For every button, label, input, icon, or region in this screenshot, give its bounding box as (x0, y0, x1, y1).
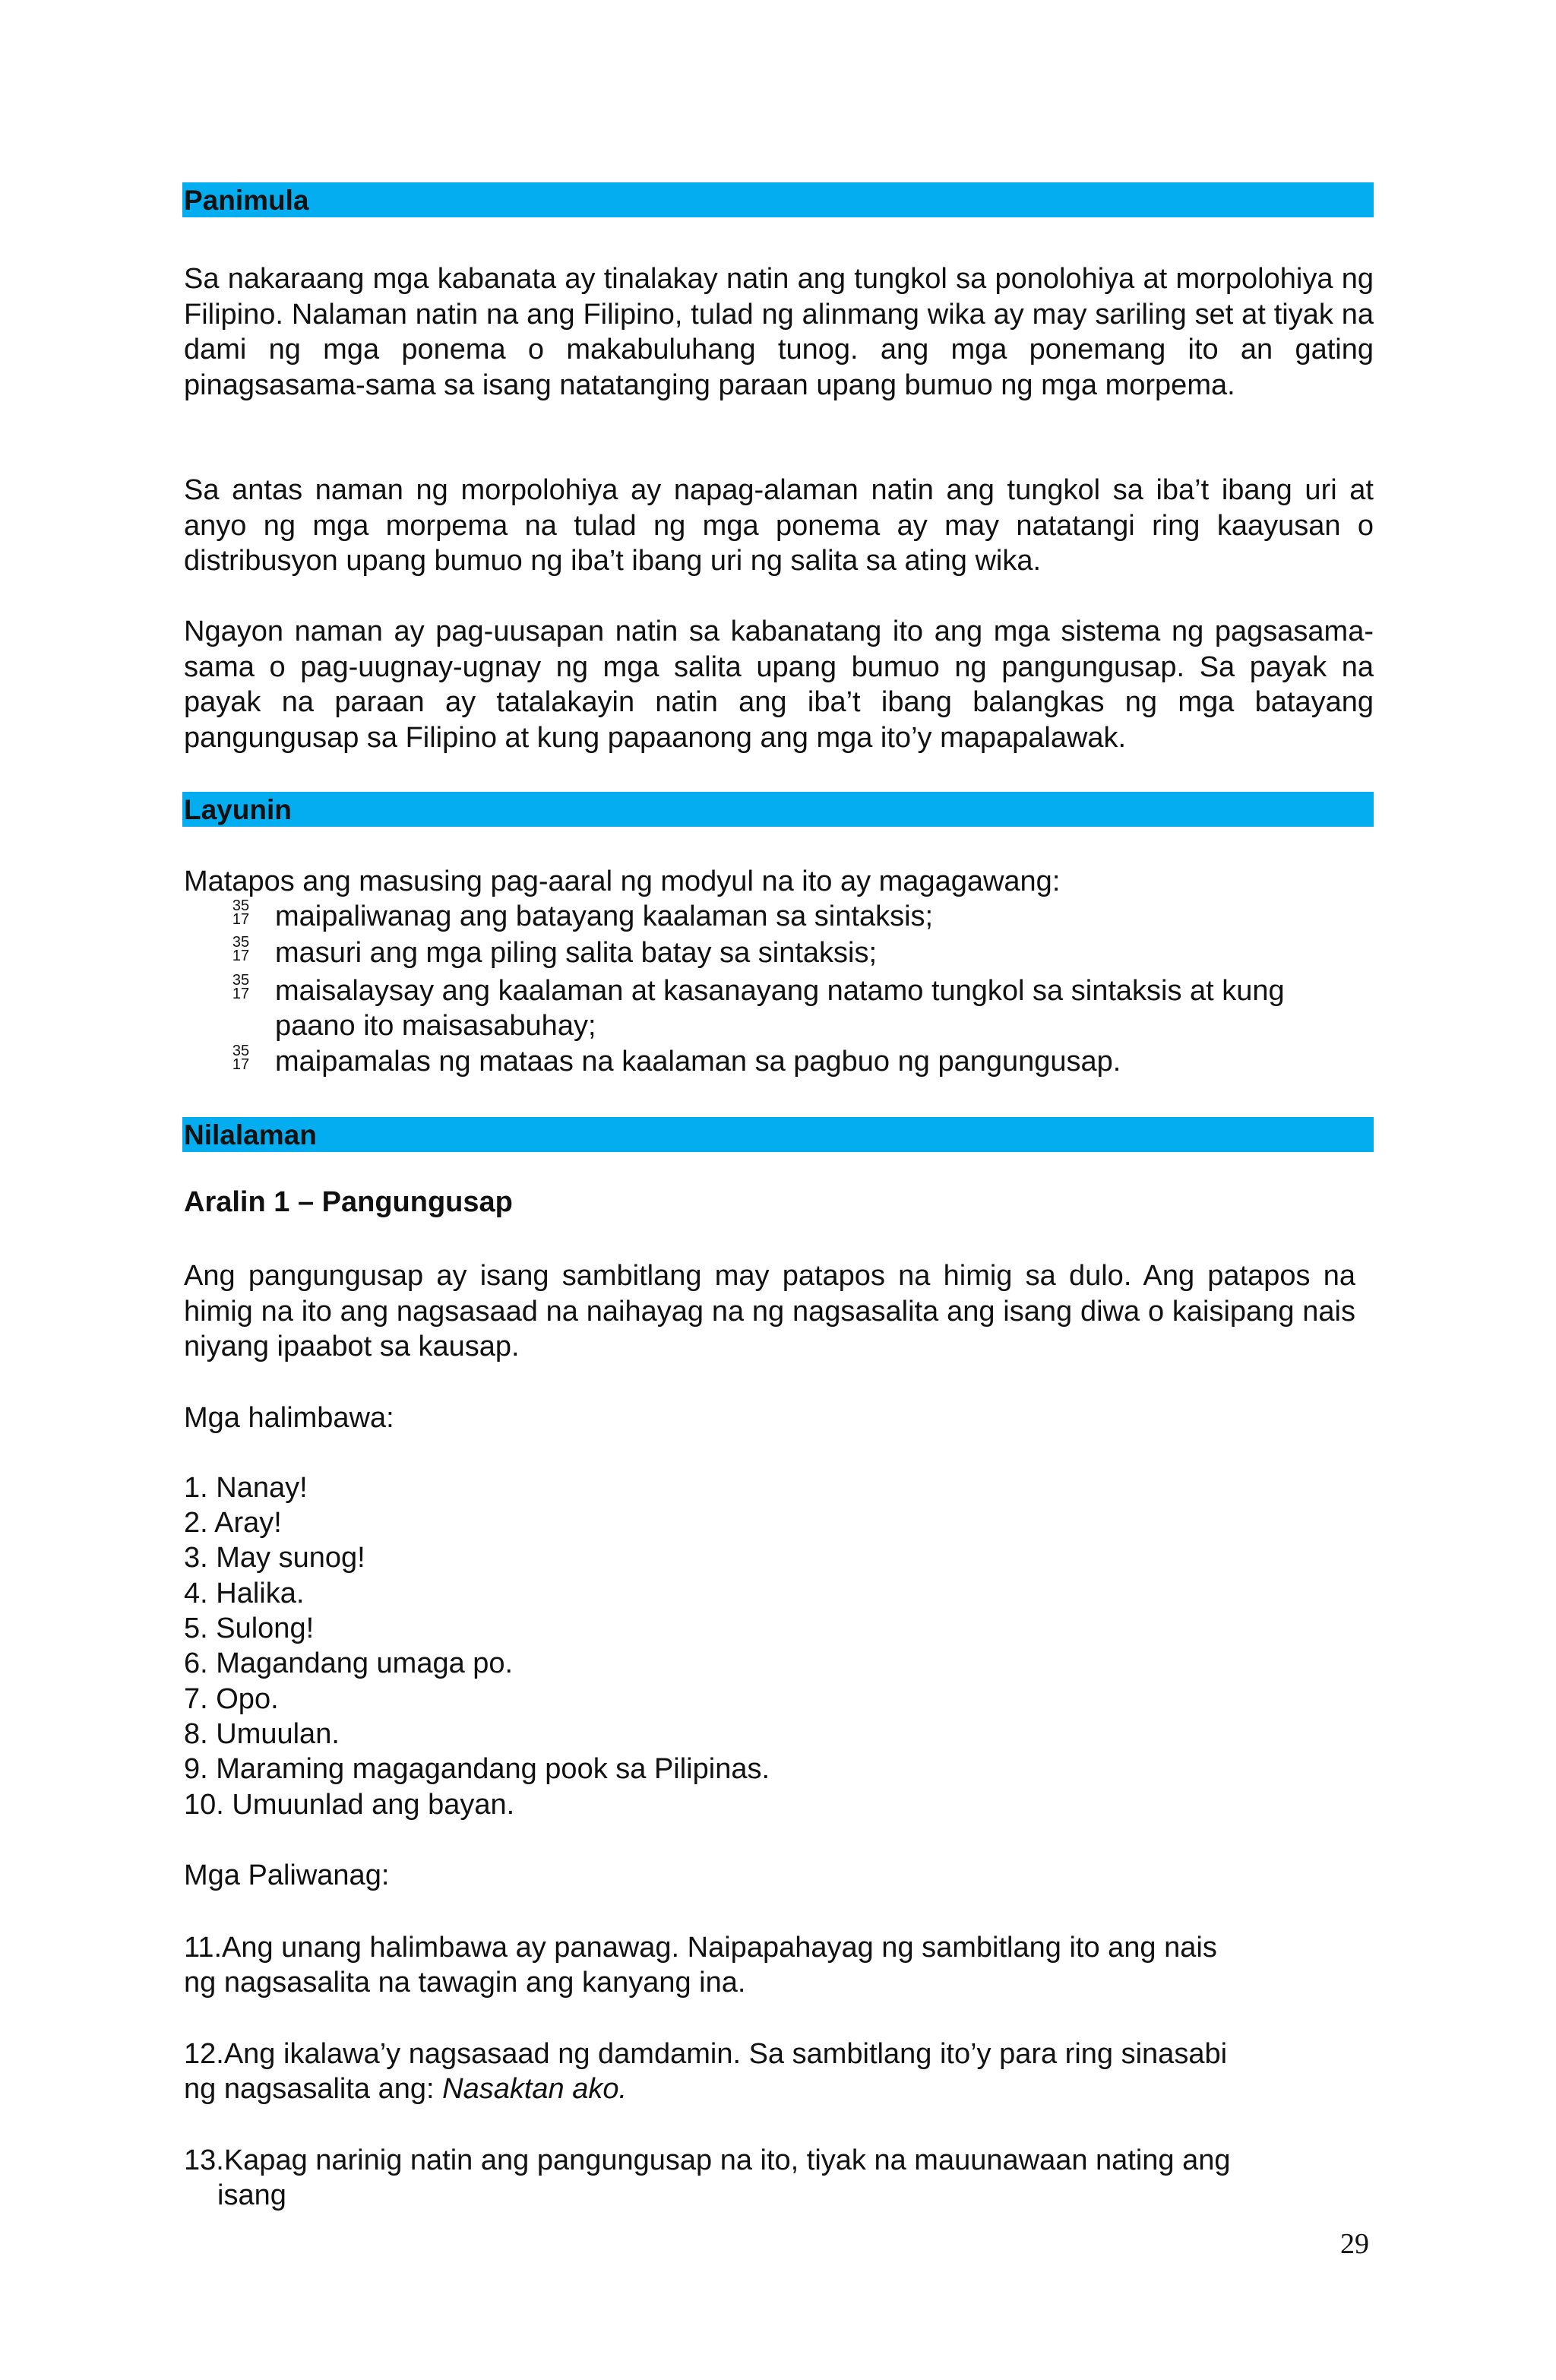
explanation-text: ng nagsasalita ang: (184, 2073, 443, 2105)
objectives-intro: Matapos ang masusing pag-aaral ng modyul na ito ay magagawang: (184, 866, 1061, 897)
lesson-title: Aralin 1 – Pangungusap (184, 1186, 513, 1218)
explanation-line: ng nagsasalita na tawagin ang kanyang ina. (184, 1967, 746, 1999)
example-item: 4. Halika. (184, 1578, 305, 1609)
section-title: Nilalaman (184, 1119, 317, 1150)
paragraph-intro-2: Sa antas naman ng morpolohiya ay napag-alaman natin ang tungkol sa iba’t ibang uri at anyo ng mga morpema na tulad ng mga ponema ay may natatangi ring kaayusan o distribusyon upang bumuo ng iba’t ibang uri ng salita sa ating wika. (184, 474, 1374, 577)
explanation-line (184, 2071, 627, 2106)
section-header-nilalaman (182, 1117, 1374, 1152)
section-header-layunin (182, 792, 1374, 827)
examples-label: Mga halimbawa: (184, 1402, 394, 1434)
definition-paragraph: Ang pangungusap ay isang sambitlang may patapos na himig sa dulo. Ang patapos na himig na ito ang nagsasaad na naihayag na ng nagsasalita ang isang diwa o kaisipang nais niyang ipaabot sa kausap. (184, 1260, 1355, 1362)
example-item: 1. Nanay! (184, 1472, 308, 1504)
explanation-line: 12.Ang ikalawa’y nagsasaad ng damdamin. Sa sambitlang ito’y para ring sinasabi (184, 2038, 1228, 2070)
explanation-italic-text: Nasaktan ako. (442, 2073, 628, 2105)
example-item: 7. Opo. (184, 1683, 279, 1715)
example-item: 10. Umuunlad ang bayan. (184, 1789, 515, 1821)
explanations-label: Mga Paliwanag: (184, 1859, 390, 1891)
page-number: 29 (1340, 2228, 1369, 2260)
explanation-line: 11.Ang unang halimbawa ay panawag. Naipapahayag ng sambitlang ito ang nais (184, 1932, 1217, 1964)
bullet-marker: 35 17 (232, 897, 250, 928)
objective-item: maipaliwanag ang batayang kaalaman sa sintaksis; (275, 900, 934, 932)
section-header-panimula (182, 182, 1374, 217)
example-item: 2. Aray! (184, 1507, 282, 1539)
explanation-line: 13.Kapag narinig natin ang pangungusap na ito, tiyak na mauunawaan nating ang (184, 2144, 1231, 2176)
example-item: 6. Magandang umaga po. (184, 1647, 514, 1679)
bullet-marker: 35 17 (232, 934, 250, 964)
section-title: Panimula (184, 185, 309, 216)
objective-item: masuri ang mga piling salita batay sa sintaksis; (275, 937, 878, 969)
bullet-marker: 35 17 (232, 972, 250, 1002)
explanation-line: isang (217, 2179, 286, 2211)
example-item: 9. Maraming magagandang pook sa Pilipinas. (184, 1753, 770, 1785)
example-item: 8. Umuulan. (184, 1718, 340, 1750)
objective-item: maisalaysay ang kaalaman at kasanayang natamo tungkol sa sintaksis at kung paano ito maisasabuhay; (275, 975, 1285, 1042)
example-item: 5. Sulong! (184, 1613, 315, 1644)
bullet-marker: 35 17 (232, 1043, 250, 1073)
paragraph-intro-1: Sa nakaraang mga kabanata ay tinalakay natin ang tungkol sa ponolohiya at morpolohiya ng Filipino. Nalaman natin na ang Filipino, tulad ng alinmang wika ay may sariling set at tiyak na dami ng mga ponema o makabuluhang tunog. ang mga ponemang ito an gating pinagsasama-sama sa isang natatanging paraan upang bumuo ng mga morpema. (184, 263, 1374, 401)
example-item: 3. May sunog! (184, 1542, 365, 1574)
paragraph-intro-3: Ngayon naman ay pag-uusapan natin sa kabanatang ito ang mga sistema ng pagsasama-sama o pag-uugnay-ugnay ng mga salita upang bumuo ng pangungusap. Sa payak na payak na paraan ay tatalakayin natin ang iba’t ibang balangkas ng mga batayang pangungusap sa Filipino at kung papaanong ang mga ito’y mapapalawak. (184, 616, 1374, 754)
objective-item: maipamalas ng mataas na kaalaman sa pagbuo ng pangungusap. (275, 1046, 1121, 1078)
section-title: Layunin (184, 794, 292, 825)
